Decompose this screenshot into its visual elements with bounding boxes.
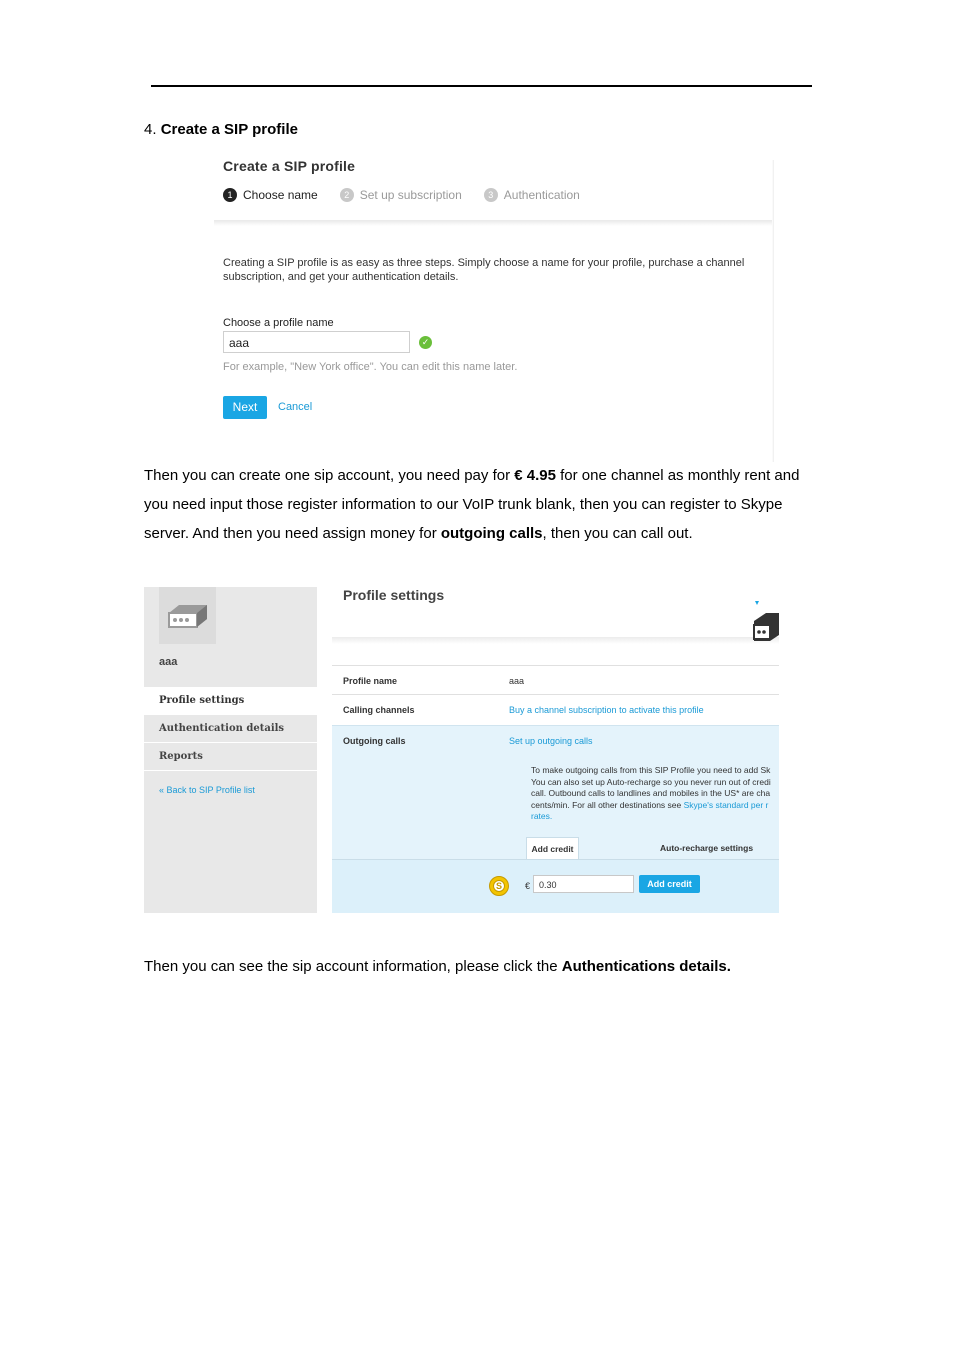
sip-device-icon — [165, 601, 209, 631]
profile-settings-screenshot — [144, 587, 779, 913]
step-heading — [144, 121, 298, 138]
wizard-steps — [223, 188, 602, 202]
desc-line — [531, 800, 779, 812]
profile-name-label: Choose a profile name — [223, 317, 334, 329]
page-title: Profile settings — [343, 587, 445, 603]
profile-name-input[interactable]: aaa — [223, 331, 410, 353]
step-label: Choose name — [243, 188, 318, 202]
paragraph-auth-details — [144, 952, 814, 981]
avatar — [159, 587, 216, 644]
profile-name-hint: For example, "New York office". You can edit this name later. — [223, 361, 518, 373]
header-shadow — [332, 637, 779, 644]
header-rule — [151, 85, 812, 87]
desc-line: To make outgoing calls from this SIP Profile you need to add Sk — [531, 765, 771, 775]
sidebar-item-authentication-details[interactable]: Authentication details — [144, 715, 317, 743]
row-key: Profile name — [343, 676, 398, 686]
sidebar-item-reports[interactable]: Reports — [144, 743, 317, 771]
outgoing-calls-description — [531, 765, 779, 823]
row-profile-name — [332, 665, 779, 695]
paragraph-pricing — [144, 461, 814, 548]
buy-subscription-link[interactable]: Buy a channel subscription to activate this profile — [509, 705, 704, 715]
row-calling-channels — [332, 694, 779, 725]
step-3-icon: 3 — [484, 188, 498, 202]
currency-symbol: € — [525, 881, 531, 891]
price: € 4.95 — [514, 467, 556, 484]
wizard-intro: Creating a SIP profile is as easy as three steps. Simply choose a name for your profile, purchase a channel subscription, and get your authentication details. — [223, 257, 745, 283]
desc-line: call. Outbound calls to landlines and mobiles in the US* are cha — [531, 788, 771, 798]
create-sip-profile-screenshot — [214, 150, 774, 462]
wizard-title: Create a SIP profile — [223, 158, 356, 174]
next-button[interactable]: Next — [223, 396, 267, 419]
coin-letter: S — [493, 880, 505, 892]
standard-rates-link[interactable]: Skype's standard per r — [683, 799, 769, 810]
row-value: aaa — [509, 676, 525, 686]
desc-line: You can also set up Auto-recharge so you never run out of credi — [531, 776, 771, 787]
text: , then you can call out. — [542, 525, 693, 542]
sidebar-item-profile-settings[interactable]: Profile settings — [144, 687, 317, 715]
rates-link[interactable]: rates. — [531, 811, 553, 821]
back-to-profile-list-link[interactable]: « Back to SIP Profile list — [159, 785, 255, 795]
outgoing-calls-emphasis: outgoing calls — [440, 525, 543, 542]
step-title: Create a SIP profile — [160, 121, 298, 138]
cancel-link[interactable]: Cancel — [278, 401, 313, 413]
row-key: Calling channels — [343, 705, 415, 715]
auth-details-emphasis: Authentications details. — [561, 958, 731, 975]
profile-sidebar — [144, 587, 317, 913]
panel-edge — [772, 160, 774, 462]
row-outgoing-calls — [332, 725, 779, 913]
sip-device-icon — [752, 599, 779, 641]
step-1-icon: 1 — [223, 188, 237, 202]
header-shadow — [214, 220, 774, 226]
setup-outgoing-calls-link[interactable]: Set up outgoing calls — [509, 736, 593, 746]
step-2-icon: 2 — [340, 188, 354, 202]
tab-add-credit[interactable]: Add credit — [526, 837, 579, 860]
check-icon: ✓ — [419, 336, 432, 349]
wizard-step-choose-name — [223, 188, 318, 202]
desc-text: cents/min. For all other destinations see — [531, 799, 684, 810]
text: Then you can see the sip account information, please click the — [144, 958, 562, 975]
step-label: Set up subscription — [359, 188, 462, 202]
text: Then you can create one sip account, you need pay for — [144, 467, 515, 484]
add-credit-button[interactable]: Add credit — [639, 875, 700, 893]
wizard-step-authentication — [484, 188, 580, 202]
wizard-step-subscription — [340, 188, 462, 202]
profile-settings-panel — [332, 587, 779, 913]
sidebar-nav — [144, 687, 317, 771]
step-label: Authentication — [503, 188, 580, 202]
text: for one channel as monthly rent and you need input those register information to our VoIP trunk blank, then you can register to Skype server. And then you need assign money for — [144, 467, 800, 542]
profile-username: aaa — [159, 656, 178, 668]
row-key: Outgoing calls — [343, 736, 406, 746]
skype-credit-icon — [489, 876, 509, 896]
tab-auto-recharge-settings[interactable]: Auto-recharge settings — [660, 843, 754, 853]
credit-amount-input[interactable]: 0.30 — [533, 875, 634, 893]
tab-divider — [332, 859, 779, 860]
step-number: 4. — [144, 121, 157, 138]
